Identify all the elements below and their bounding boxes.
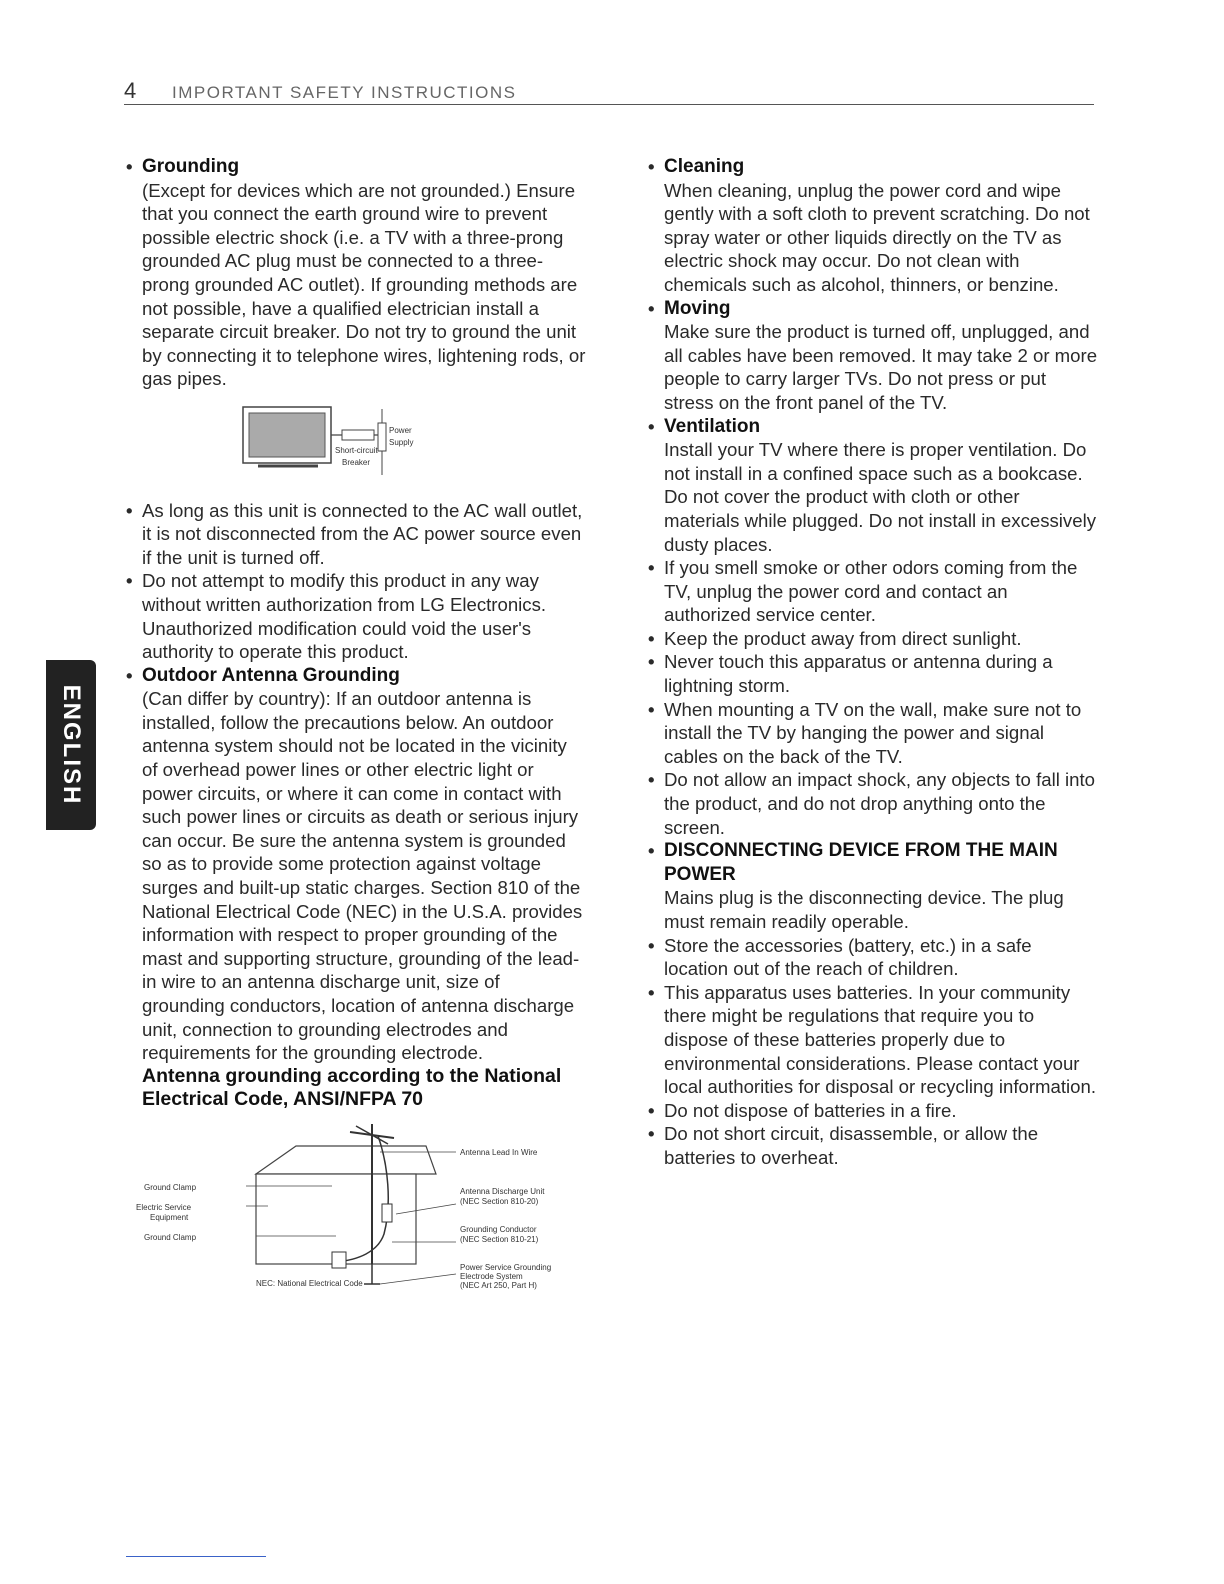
disconnecting-section: • DISCONNECTING DEVICE FROM THE MAIN POWER Mains plug is the disconnecting device. The plug must remain readily operable. — [648, 840, 1064, 932]
svg-text:(NEC Section 810-20): (NEC Section 810-20) — [460, 1196, 539, 1206]
short-circuit-label: Short-circuit — [335, 445, 378, 455]
section-title: IMPORTANT SAFETY INSTRUCTIONS — [172, 83, 517, 102]
ventilation-section: • Ventilation Install your TV where there is proper ventilation. Do not install in a confined space such as a bookcase. Do not cover the product with cloth or other materials while plugged. Do not install in excessively dusty places. — [648, 415, 1096, 555]
svg-text:Electric Service: Electric Service — [136, 1202, 192, 1212]
list-item: • Do not short circuit, disassemble, or allow the batteries to overheat. — [648, 1123, 1039, 1168]
power-label: Power — [389, 425, 412, 435]
list-item: • As long as this unit is connected to the AC wall outlet, it is not disconnected from the AC power source even if the unit is turned off. — [126, 499, 583, 568]
language-tab-label: ENGLISH — [58, 684, 85, 806]
antenna-grounding-note: Antenna grounding according to the National Electrical Code, ANSI/NFPA 70 — [142, 1064, 562, 1111]
svg-text:(NEC Art 250, Part H): (NEC Art 250, Part H) — [460, 1280, 537, 1290]
grounding-heading: Grounding — [142, 156, 240, 177]
cleaning-section: • Cleaning When cleaning, unplug the power cord and wipe gently with a soft cloth to prevent scratching. Do not spray water or other liquids directly on the TV as electric shock may occur. Do not clean with chemicals such as alcohol, thinners, or benzine. — [648, 156, 1090, 295]
svg-text:Electrode System: Electrode System — [460, 1271, 523, 1281]
page-number: 4 — [124, 78, 137, 103]
ground-clamp-label: Ground Clamp — [144, 1182, 197, 1192]
list-item: • When mounting a TV on the wall, make sure not to install the TV by hanging the power and signal cables on the back of the TV. — [648, 698, 1082, 767]
list-item: • If you smell smoke or other odors coming from the TV, unplug the power cord and contact an authorized service center. — [648, 557, 1078, 626]
svg-text:Grounding Conductor: Grounding Conductor — [460, 1224, 537, 1234]
breaker-label: Breaker — [342, 457, 371, 467]
right-column — [648, 155, 1098, 1170]
list-item: • Store the accessories (battery, etc.) in a safe location out of the reach of children. — [648, 934, 1032, 980]
antenna-grounding-diagram — [136, 1124, 576, 1304]
language-tab — [46, 660, 96, 830]
outdoor-antenna-text: (Can differ by country): If an outdoor antenna is installed, follow the precautions below. An outdoor antenna system should not be located in the vicinity of overhead power lines or other electric light or power circuits, or where it can come in contact with such power lines or circuits as death or serious injury can occur. Be sure the antenna system is grounded so as to provide some protection against voltage surges and built-up static charges. Section 810 of the National Electrical Code (NEC) in the U.S.A. provides information with respect to proper grounding of the mast and supporting structure, grounding of the lead-in wire to an antenna discharge unit, size of grounding conductors, location of antenna discharge unit, connection to grounding electrodes and requirements for the grounding electrode. — [142, 688, 583, 1064]
svg-text:Antenna Discharge Unit: Antenna Discharge Unit — [460, 1186, 545, 1196]
outdoor-antenna-heading: Outdoor Antenna Grounding — [142, 664, 400, 686]
list-item: • This apparatus uses batteries. In your community there might be regulations that require you to dispose of these batteries properly due to environmental considerations. Please contact your local authorities for disposal or recycling information. — [648, 981, 1096, 1098]
ground-clamp-label: Ground Clamp — [144, 1232, 197, 1242]
list-item: • Never touch this apparatus or antenna during a lightning storm. — [648, 651, 1053, 697]
moving-section: • Moving Make sure the product is turned off, unplugged, and all cables have been removed. It may take 2 or more people to carry larger TVs. Do not press or put stress on the front panel of the TV. — [648, 297, 1098, 413]
list-item: • Do not attempt to modify this product in any way without written authorization from LG Electronics. Unauthorized modification could void the user's authority to operate this product. — [126, 570, 547, 663]
svg-text:Equipment: Equipment — [150, 1212, 189, 1222]
left-column — [126, 155, 586, 1310]
svg-text:Power Service Grounding: Power Service Grounding — [460, 1262, 552, 1272]
outdoor-antenna-section: • Outdoor Antenna Grounding (Can differ by country): If an outdoor antenna is installed, follow the precautions below. An outdoor antenna system should not be located in the vicinity of overhead power lines or other electric light or power circuits, or where it can come in contact with such power lines or circuits as death or serious injury can occur. Be sure the antenna system is grounded so as to provide some protection against voltage surges and built-up static charges. Section 810 of the National Electrical Code (NEC) in the U.S.A. provides information with respect to proper grounding of the mast and supporting structure, grounding of the lead-in wire to an antenna discharge unit, size of grounding conductors, location of antenna discharge unit, connection to grounding electrodes and requirements for the grounding electrode. — [126, 664, 586, 1065]
list-item: • Do not dispose of batteries in a fire. — [648, 1099, 957, 1121]
list-item: • Do not allow an impact shock, any objects to fall into the product, and do not drop anything onto the screen. — [648, 769, 1095, 838]
circuit-breaker-diagram — [238, 405, 428, 483]
grounding-text: (Except for devices which are not grounded.) Ensure that you connect the earth ground wire to prevent possible electric shock (i.e. a TV with a three-prong grounded AC plug must be connected to a three-prong grounded AC outlet). If grounding methods are not possible, have a qualified electrician install a separate circuit breaker. Do not try to ground the unit by connecting it to telephone wires, lightening rods, or gas pipes. — [142, 179, 586, 390]
page-header — [124, 78, 1094, 105]
nec-note: NEC: National Electrical Code — [256, 1278, 363, 1288]
supply-label: Supply — [389, 437, 414, 447]
footer-rule — [126, 1556, 266, 1557]
grounding-section: • Grounding (Except for devices which are not grounded.) Ensure that you connect the earth ground wire to prevent possible electric shock (i.e. a TV with a three-prong grounded AC plug must be connected to a three-prong grounded AC outlet). If grounding methods are not possible, have a qualified electrician install a separate circuit breaker. Do not try to ground the unit by connecting it to telephone wires, lightening rods, or gas pipes. — [126, 156, 586, 390]
lead-in-wire-label: Antenna Lead In Wire — [460, 1147, 538, 1157]
svg-text:(NEC Section 810-21): (NEC Section 810-21) — [460, 1234, 539, 1244]
list-item: • Keep the product away from direct sunlight. — [648, 627, 1022, 649]
